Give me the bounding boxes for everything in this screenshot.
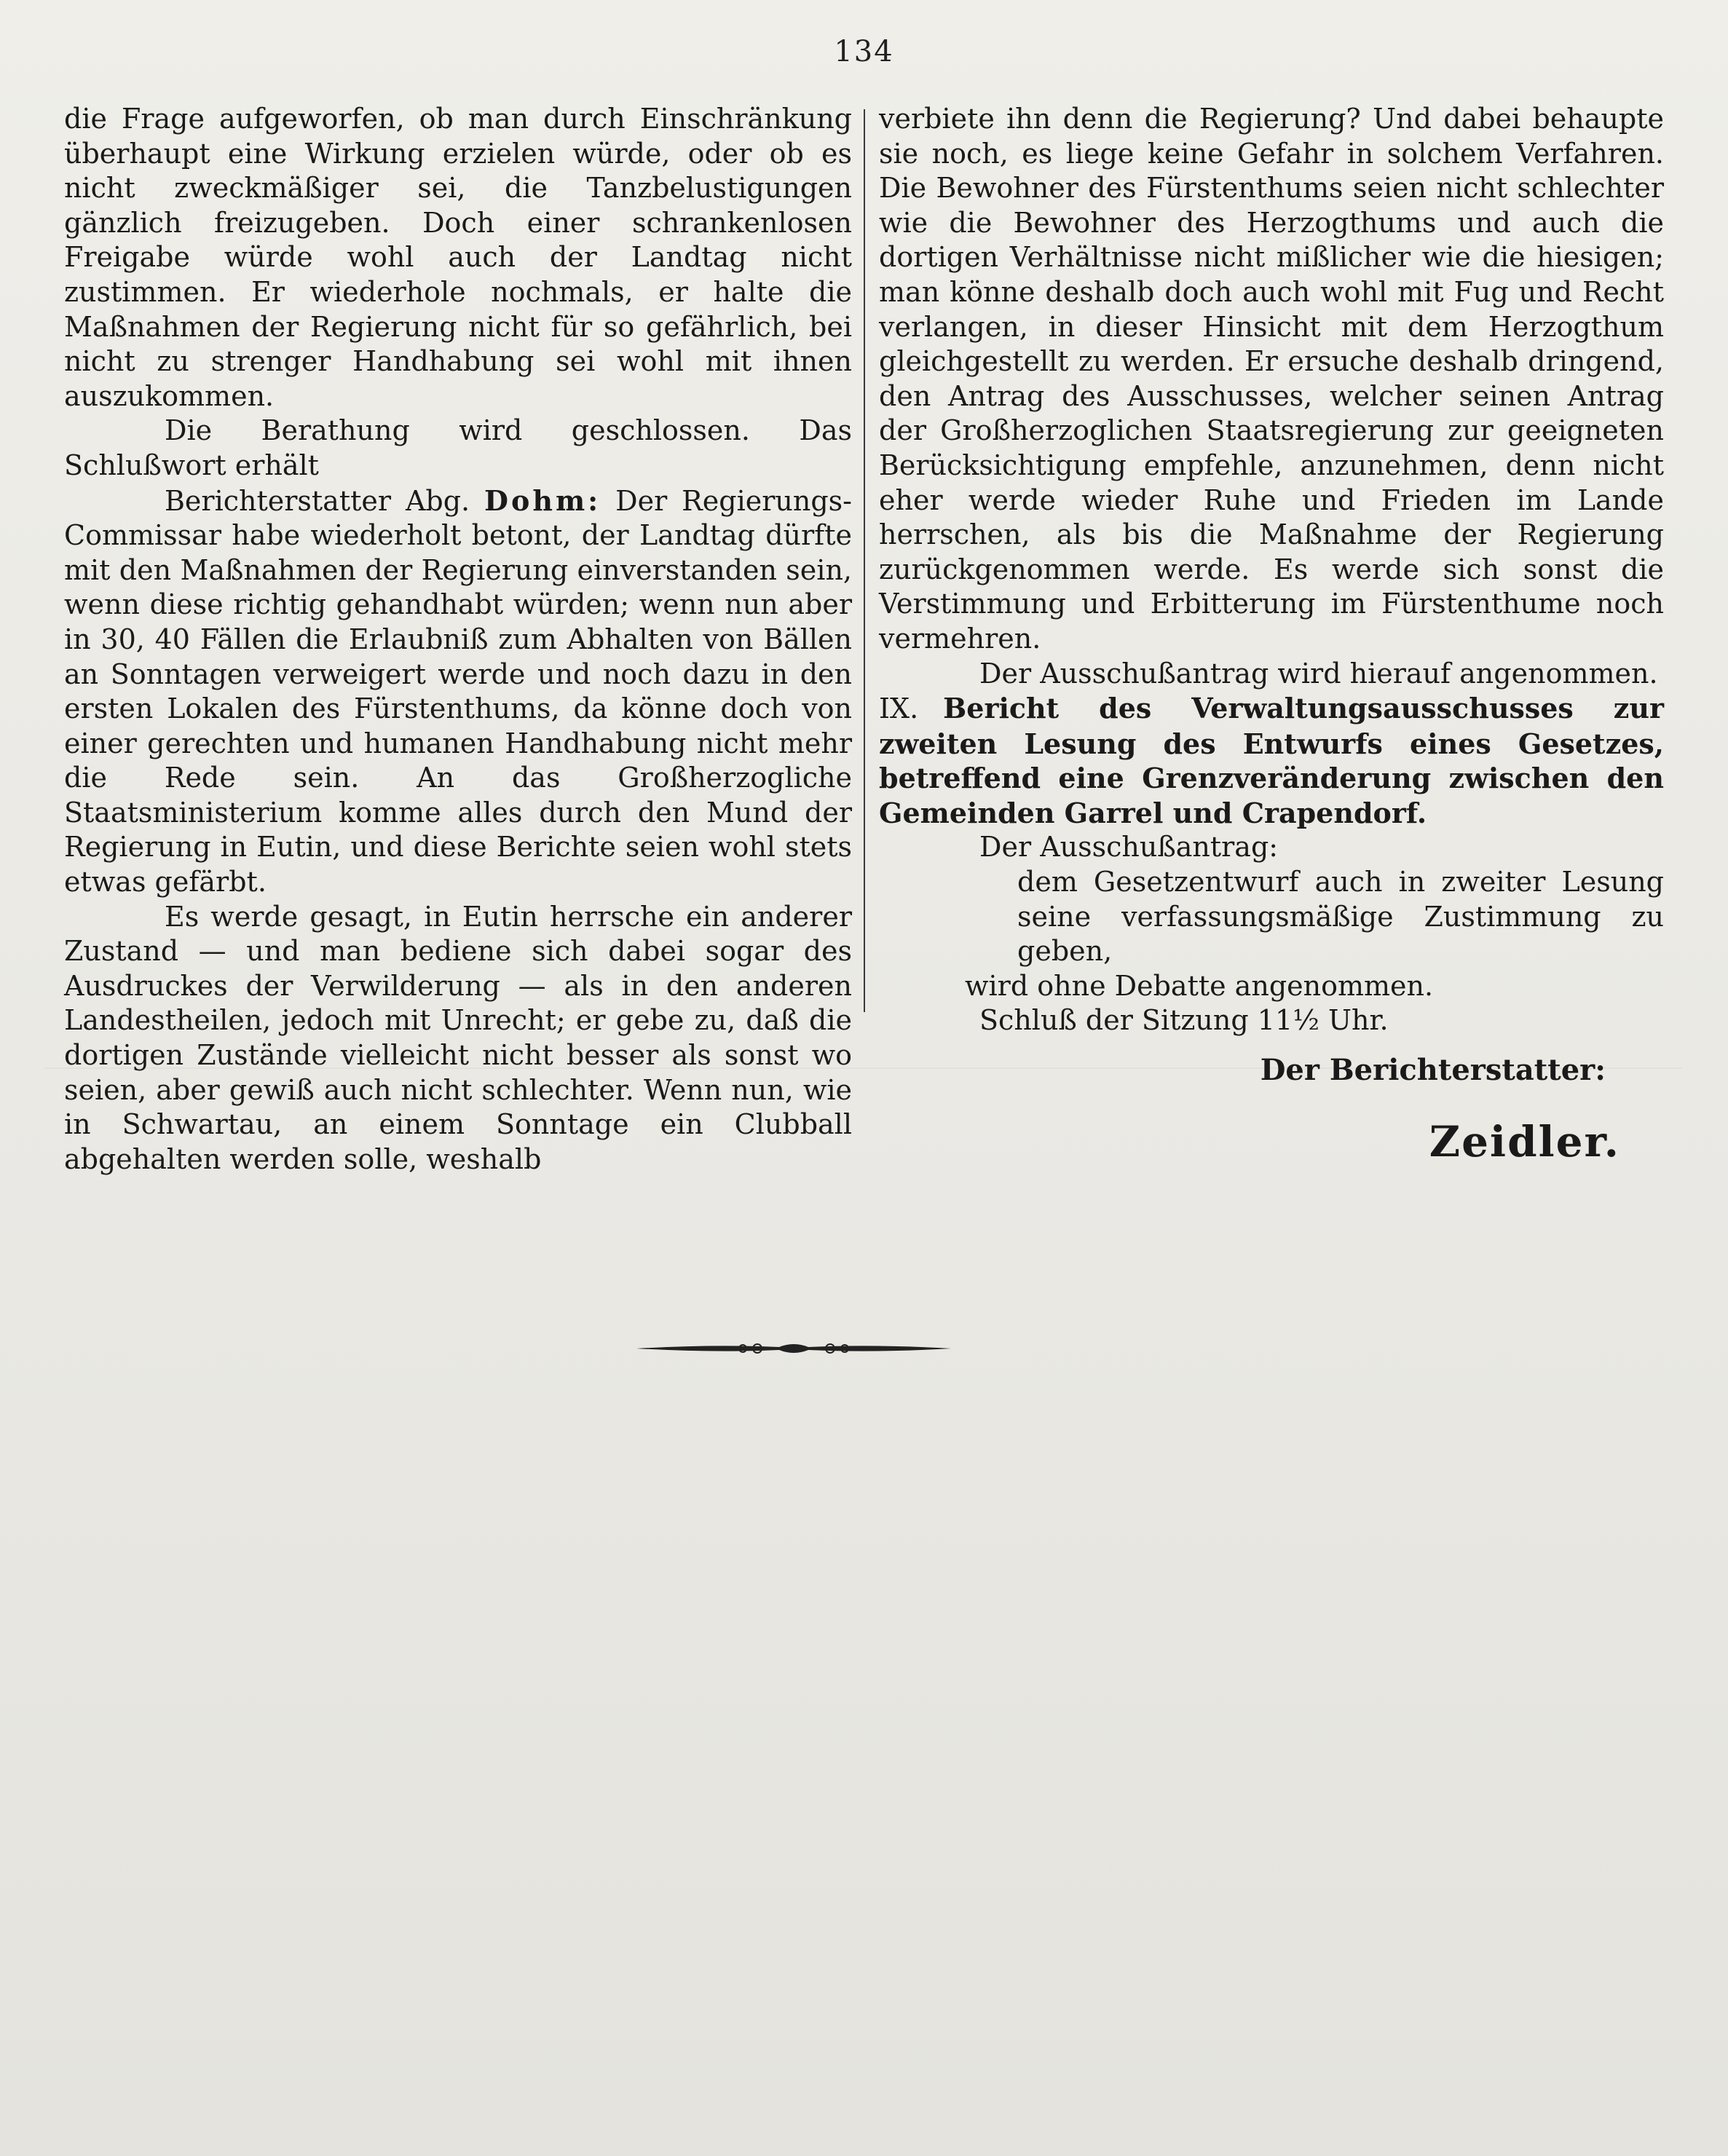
signature-name: Zeidler. (1429, 1117, 1620, 1167)
right-paragraph-5: wird ohne Debatte angenommen. (965, 969, 1434, 1002)
column-divider (864, 109, 865, 1012)
right-paragraph-4: dem Gesetzentwurf auch in zweiter Lesung seine verfassungsmäßige Zustimmung zu geben, (1017, 866, 1664, 968)
right-column (879, 102, 1664, 1166)
left-paragraph-4: Es werde gesagt, in Eutin herrsche ein anderer Zustand — und man bediene sich dabei sogar des Ausdruckes der Verwilderung — als in den anderen Landestheilen, jedoch mit Unrecht; er gebe zu, daß die dortigen Zustände vielleicht nicht besser als sonst wo seien, aber gewiß auch nicht schlechter. Wenn nun, wie in Schwartau, an einem Sonntage ein Clubball abgehalten werden solle, weshalb (64, 900, 852, 1175)
right-paragraph-3: Der Ausschußantrag: (979, 831, 1279, 864)
page-number: 134 (834, 35, 894, 68)
right-paragraph-1: verbiete ihn denn die Regierung? Und dabei behaupte sie noch, es liege keine Gefahr in solchem Verfahren. Die Bewohner des Fürstenthums seien nicht schlechter wie die Bewohner des Herzogthums und auch die dortigen Verhältnisse nicht mißlicher wie die hiesigen; man könne deshalb doch auch wohl mit Fug und Recht verlangen, in dieser Hinsicht mit dem Herzogthum gleichgestellt zu werden. Er ersuche deshalb dringend, den Antrag des Ausschusses, welcher seinen Antrag der Großherzoglichen Staatsregierung zur geeigneten Berücksichtigung empfehle, anzunehmen, denn nicht eher werde wieder Ruhe und Frieden im Lande herrschen, als bis die Maßnahme der Regierung zurückgenommen werde. Es werde sich sonst die Verstimmung und Erbitterung im Fürstenthume noch vermehren. (879, 103, 1664, 655)
right-paragraph-2: Der Ausschußantrag wird hierauf angenommen. (979, 657, 1658, 690)
left-column (64, 102, 852, 1177)
bleed-through-texture (44, 1034, 1682, 2126)
section-title: Bericht des Verwaltungsausschusses zur zweiten Lesung des Entwurfs eines Gesetzes, betreffend eine Grenzveränderung zwischen den Gemeinden Garrel und Crapendorf. (879, 692, 1664, 829)
left-paragraph-1: die Frage aufgeworfen, ob man durch Einschränkung überhaupt eine Wirkung erzielen würde, oder ob es nicht zweckmäßiger sei, die Tanzbelustigungen gänzlich freizugeben. Doch einer schrankenlosen Freigabe würde wohl auch der Landtag nicht zustimmen. Er wiederhole nochmals, er halte die Maßnahmen der Regierung nicht für so gefährlich, bei nicht zu strenger Handhabung sei wohl mit ihnen auszukommen. (64, 103, 852, 412)
speaker-name: Dohm: (484, 483, 601, 517)
ornamental-rule-icon (634, 1334, 954, 1363)
speaker-prefix: Berichterstatter Abg. (165, 484, 485, 517)
right-paragraph-6: Schluß der Sitzung 11½ Uhr. (979, 1004, 1389, 1037)
speaker-text: Der Regierungs-Commissar habe wiederholt betont, der Landtag dürfte mit den Maßnahmen der Regierung einverstanden sein, wenn diese richtig gehandhabt würden; wenn nun aber in 30, 40 Fällen die Erlaubniß zum Abhalten von Bällen an Sonntagen verweigert werde und noch dazu in den ersten Lokalen des Fürstenthums, da könne doch von einer gerechten und humanen Handhabung nicht mehr die Rede sein. An das Großherzogliche Staatsministerium komme alles durch den Mund der Regierung in Eutin, und diese Berichte seien wohl stets etwas gefärbt. (64, 484, 852, 899)
section-number: IX. (879, 692, 919, 725)
section-heading (879, 691, 1664, 830)
left-paragraph-3 (64, 483, 852, 900)
signature-label: Der Berichterstatter: (1260, 1053, 1606, 1088)
left-paragraph-2: Die Berathung wird geschlossen. Das Schlußwort erhält (64, 414, 852, 481)
